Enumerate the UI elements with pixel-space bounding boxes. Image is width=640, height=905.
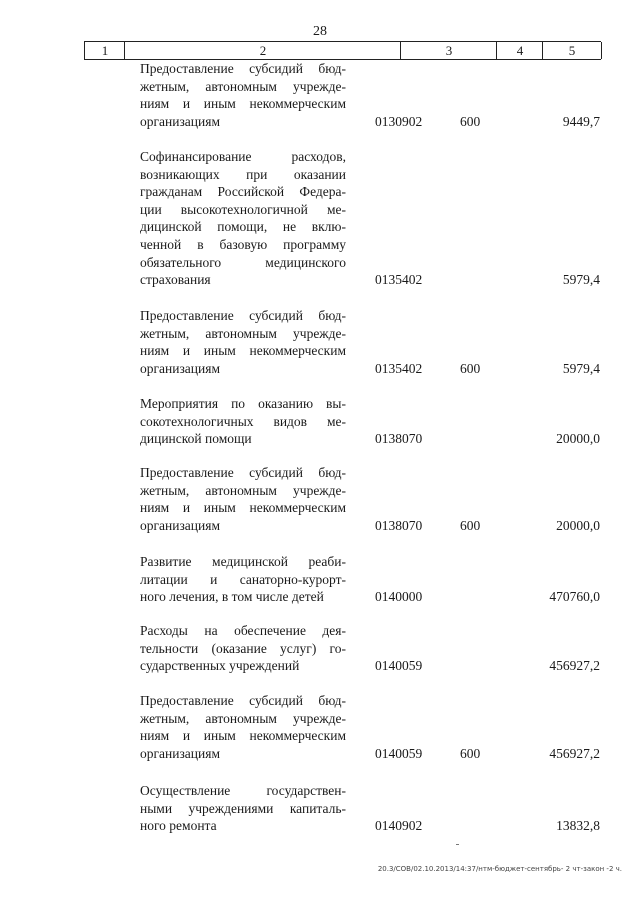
row-amount: 13832,8 — [556, 818, 600, 834]
description-line: Осуществление государствен- — [140, 783, 346, 798]
row-amount: 5979,4 — [562, 272, 600, 288]
description-line: жетным, автономным учрежде- — [140, 710, 346, 726]
description-line: Предоставление субсидий бюд- — [140, 61, 346, 76]
row-description — [140, 464, 346, 534]
description-line: ниям и иным некоммерческим — [140, 500, 346, 516]
row-code: 0138070 — [375, 517, 423, 533]
description-line: организациям — [140, 745, 221, 761]
description-line: ниям и иным некоммерческим — [140, 343, 346, 359]
description-line: дицинской помощи, не вклю- — [140, 219, 346, 235]
row-description — [140, 692, 346, 762]
pen-mark — [456, 844, 459, 845]
row-description — [140, 395, 346, 448]
description-line: организациям — [140, 517, 221, 533]
description-line: организациям — [140, 360, 221, 376]
row-description — [140, 60, 346, 130]
description-line: сударственных учреждений — [140, 658, 300, 674]
row-expense-type: 600 — [460, 517, 481, 533]
row-amount: 5979,4 — [562, 360, 600, 376]
description-line: возникающих при оказании — [140, 166, 346, 182]
row-code: 0135402 — [375, 272, 423, 288]
description-line: сокотехнологичных видов ме- — [140, 413, 346, 429]
row-code: 0140059 — [375, 745, 423, 761]
row-amount: 470760,0 — [549, 589, 600, 605]
row-code: 0140902 — [375, 818, 423, 834]
row-code: 0130902 — [375, 113, 423, 129]
description-line: гражданам Российской Федера- — [140, 184, 346, 200]
description-line: ными учреждениями капиталь- — [140, 800, 346, 816]
row-description — [140, 148, 346, 289]
description-line: ного ремонта — [140, 818, 217, 834]
description-line: тельности (оказание услуг) го- — [140, 640, 346, 656]
description-line: жетным, автономным учрежде- — [140, 78, 346, 94]
header-col-1: 1 — [84, 42, 125, 59]
description-line: дицинской помощи — [140, 431, 252, 447]
description-line: Расходы на обеспечение дея- — [140, 623, 346, 638]
header-col-3: 3 — [400, 42, 497, 59]
row-code: 0140000 — [375, 589, 423, 605]
row-description — [140, 553, 346, 606]
description-line: Мероприятия по оказанию вы- — [140, 396, 346, 411]
row-description — [140, 782, 346, 835]
row-code: 0138070 — [375, 431, 423, 447]
description-line: жетным, автономным учрежде- — [140, 482, 346, 498]
row-description — [140, 307, 346, 377]
description-line: литации и санаторно-курорт- — [140, 571, 346, 587]
row-amount: 456927,2 — [549, 658, 600, 674]
row-amount: 9449,7 — [562, 113, 600, 129]
description-line: Развитие медицинской реаби- — [140, 554, 346, 569]
row-code: 0140059 — [375, 658, 423, 674]
header-col-2: 2 — [124, 42, 401, 59]
description-line: Софинансирование расходов, — [140, 149, 346, 164]
header-col-5: 5 — [542, 42, 602, 59]
row-expense-type: 600 — [460, 113, 481, 129]
row-expense-type: 600 — [460, 360, 481, 376]
description-line: жетным, автономным учрежде- — [140, 325, 346, 341]
description-line: страхования — [140, 272, 211, 288]
description-line: ного лечения, в том числе детей — [140, 589, 324, 605]
description-line: ции высокотехнологичной ме- — [140, 201, 346, 217]
footer-note: 20.3/COB/02.10.2013/14:37/нтм-бюджет-сентябрь- 2 чт-закон -2 ч. — [377, 865, 622, 873]
row-amount: 20000,0 — [556, 517, 600, 533]
description-line: Предоставление субсидий бюд- — [140, 693, 346, 708]
row-amount: 456927,2 — [549, 745, 600, 761]
page-number: 28 — [313, 24, 327, 39]
row-amount: 20000,0 — [556, 431, 600, 447]
description-line: ченной в базовую программу — [140, 236, 346, 252]
description-line: организациям — [140, 113, 221, 129]
description-line: ниям и иным некоммерческим — [140, 728, 346, 744]
description-line: ниям и иным некоммерческим — [140, 96, 346, 112]
description-line: Предоставление субсидий бюд- — [140, 308, 346, 323]
row-code: 0135402 — [375, 360, 423, 376]
row-description — [140, 622, 346, 675]
table-header — [84, 41, 601, 60]
description-line: Предоставление субсидий бюд- — [140, 465, 346, 480]
header-col-4: 4 — [496, 42, 543, 59]
description-line: обязательного медицинского — [140, 254, 346, 270]
row-expense-type: 600 — [460, 745, 481, 761]
